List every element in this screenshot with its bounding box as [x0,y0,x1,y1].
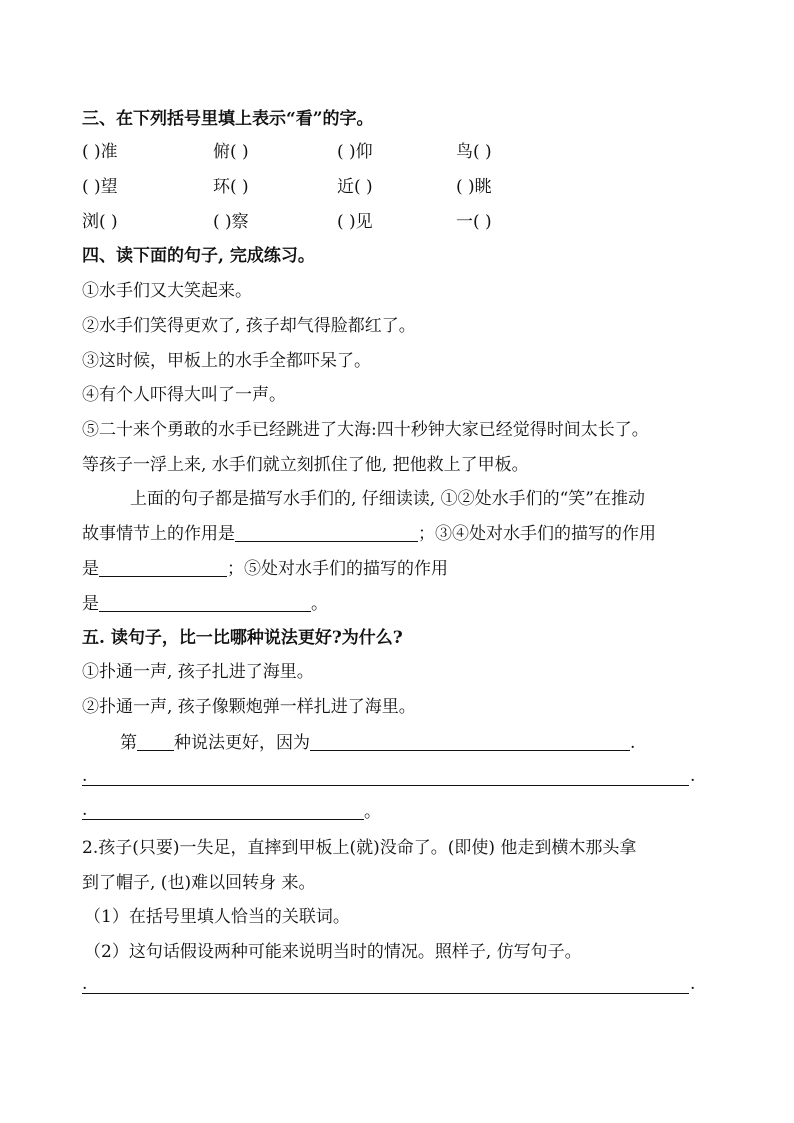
answer-blank-1[interactable] [235,523,418,542]
q2-line-1: 2.孩子(只要)一失足，直摔到甲板上(就)没命了。(即使) 他走到横木那头拿 [82,838,637,858]
fill-row-2 [82,175,722,199]
section4-title: 四、读下面的句子, 完成练习。 [82,246,315,266]
question-line-1: 上面的句子都是描写水手们的, 仔细读读, ①②处水手们的“笑”在推动 [130,489,645,509]
answer-text: 第 [120,733,137,753]
answer-line-4[interactable] [82,993,689,994]
question-text: ；⑤处对水手们的描写的作用 [227,559,448,579]
answer-line-2[interactable] [82,785,689,786]
fill-item[interactable]: 一( ) [456,212,492,232]
q2-sub-2: （2）这句话假设两种可能来说明当时的情况。照样子, 仿写句子。 [84,942,582,962]
fill-row-1 [82,140,722,164]
fill-item[interactable]: ( )仰 [337,142,373,162]
answer-blank-3[interactable] [99,593,311,612]
fill-item[interactable]: 俯( ) [213,142,249,162]
line-end-dot: . [690,766,696,786]
sentence-3: ③这时候，甲板上的水手全都吓呆了。 [82,351,371,371]
reason-blank[interactable] [310,732,630,751]
compare-sentence-1: ①扑通一声, 孩子扎进了海里。 [82,662,314,682]
sentence-5-continued: 等孩子一浮上来, 水手们就立刻抓住了他, 把他救上了甲板。 [82,455,529,475]
sentence-5: ⑤二十来个勇敢的水手已经跳进了大海:四十秒钟大家已经觉得时间太长了。 [82,420,649,440]
line-end-period: 。 [364,802,381,822]
line-start-dot: . [82,766,88,786]
fill-item[interactable]: 近( ) [337,177,373,197]
question-text: 故事情节上的作用是 [82,524,235,544]
answer-line-1 [120,731,635,755]
fill-item[interactable]: 环( ) [213,177,249,197]
answer-line-3[interactable] [82,819,364,820]
fill-item[interactable]: 浏( ) [82,212,118,232]
question-text: 是 [82,594,99,614]
fill-item[interactable]: ( )准 [82,142,118,162]
question-text: 是 [82,559,99,579]
q2-sub-1: （1）在括号里填人恰当的关联词。 [84,907,350,927]
question-line-4 [82,592,328,616]
question-text: 。 [311,594,328,614]
question-line-2 [82,522,656,546]
line-end-dot: . [690,974,696,994]
fill-item[interactable]: 鸟( ) [456,142,492,162]
section3-title: 三、在下列括号里填上表示“看”的字。 [82,109,374,129]
line-start-dot: . [82,974,88,994]
fill-item[interactable]: ( )望 [82,177,118,197]
fill-row-3 [82,210,722,234]
compare-sentence-2: ②扑通一声, 孩子像颗炮弹一样扎进了海里。 [82,697,416,717]
choice-blank[interactable] [137,732,174,751]
q2-line-2: 到了帽子, (也)难以回转身 来。 [82,873,316,893]
fill-item[interactable]: ( )察 [213,212,249,232]
sentence-4: ④有个人吓得大叫了一声。 [82,385,286,405]
line-end-dot: . [630,733,636,753]
fill-item[interactable]: ( )眺 [456,177,492,197]
line-start-dot: . [82,800,88,820]
question-line-3 [82,557,448,581]
answer-blank-2[interactable] [99,558,227,577]
fill-item[interactable]: ( )见 [337,212,373,232]
sentence-1: ①水手们又大笑起来。 [82,281,252,301]
section5-title: 五. 读句子，比一比哪种说法更好?为什么? [82,628,403,648]
answer-text: 种说法更好，因为 [174,733,310,753]
sentence-2: ②水手们笑得更欢了, 孩子却气得脸都红了。 [82,316,416,336]
question-text: ；③④处对水手们的描写的作用 [418,524,656,544]
